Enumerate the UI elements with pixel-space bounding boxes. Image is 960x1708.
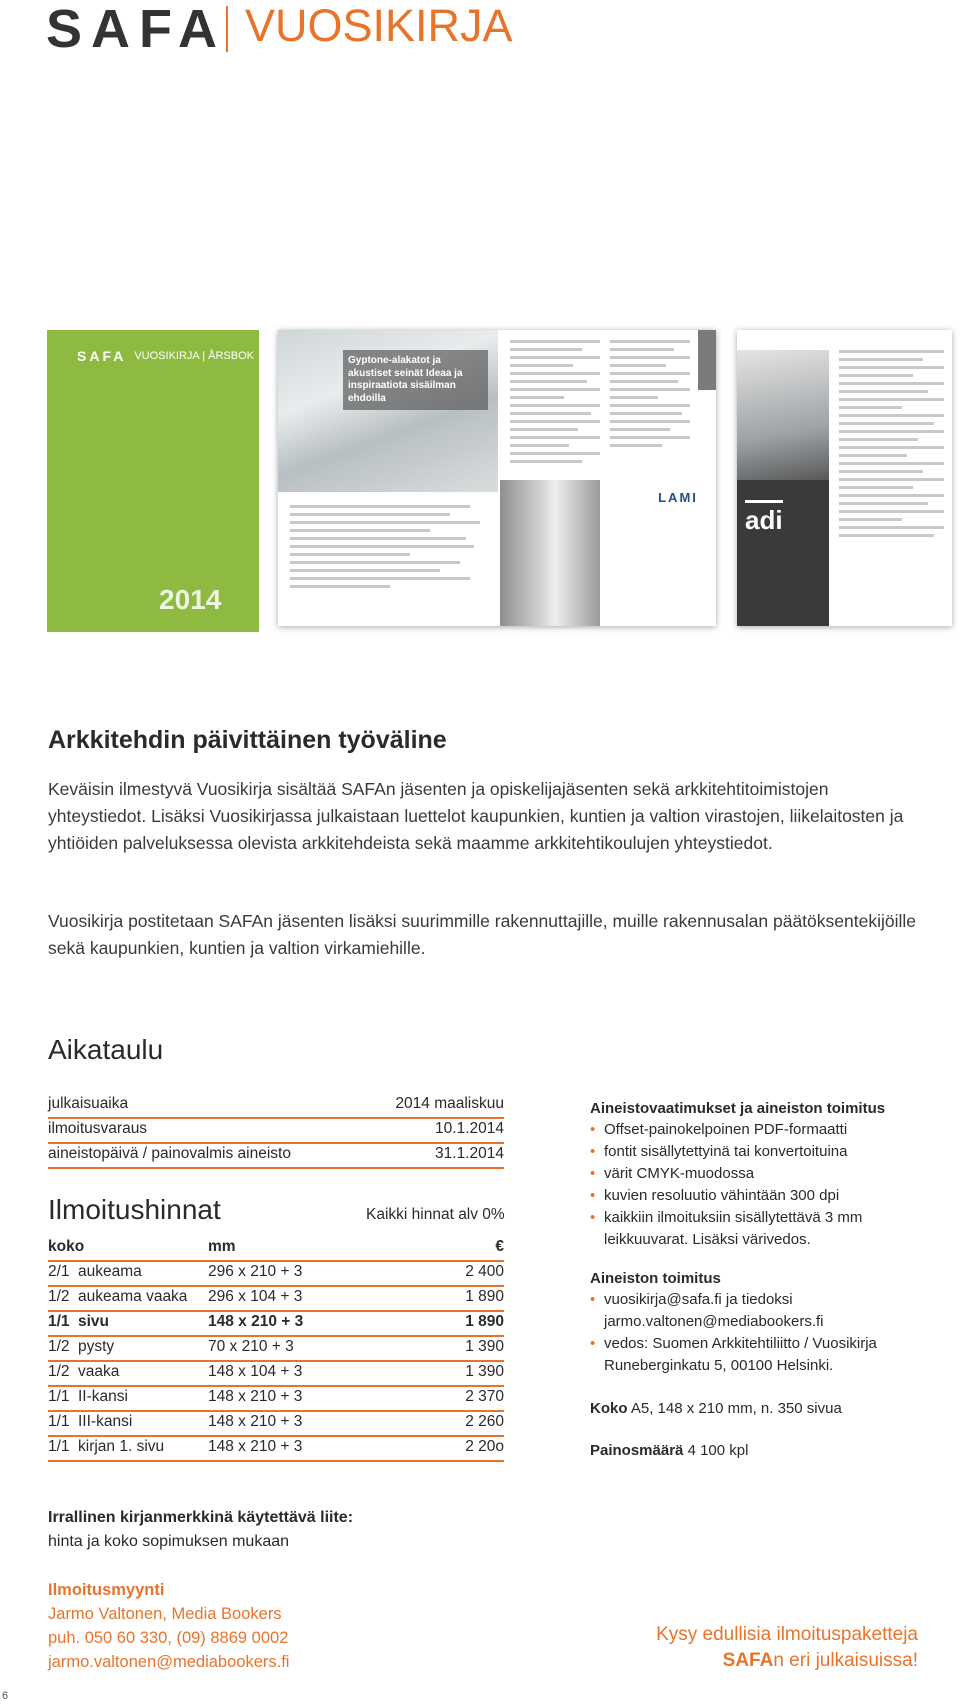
price-row xyxy=(48,1261,504,1287)
atrium-photo xyxy=(278,330,498,492)
requirements-section xyxy=(590,1100,910,1251)
delivery-title: Aineiston toimitus xyxy=(590,1270,721,1287)
price-mm: 148 x 104 + 3 xyxy=(208,1363,303,1380)
price-value: 1 390 xyxy=(465,1363,504,1380)
price-name: kirjan 1. sivu xyxy=(78,1438,165,1455)
price-name: II-kansi xyxy=(78,1388,128,1405)
header-currency: € xyxy=(495,1238,504,1255)
requirement-item: • Offset-painokelpoinen PDF-formaatti xyxy=(590,1119,910,1141)
spread-listing-column-3 xyxy=(839,350,944,542)
price-value: 1 890 xyxy=(465,1313,504,1330)
print-value: 4 100 kpl xyxy=(687,1442,749,1459)
price-name: sivu xyxy=(78,1313,110,1330)
schedule-row xyxy=(48,1118,504,1144)
price-row xyxy=(48,1436,504,1462)
price-name: aukeama vaaka xyxy=(78,1288,188,1305)
size-info xyxy=(590,1400,842,1417)
price-value: 2 20o xyxy=(465,1438,504,1455)
sales-email[interactable]: jarmo.valtonen@mediabookers.fi xyxy=(48,1653,290,1671)
size-value: A5, 148 x 210 mm, n. 350 sivua xyxy=(630,1400,842,1417)
promo-line-2: n eri julkaisuissa! xyxy=(773,1650,918,1671)
cover-subtitle: VUOSIKIRJA | ÅRSBOK xyxy=(134,350,254,362)
sales-title: Ilmoitusmyynti xyxy=(48,1581,165,1599)
delivery-item: • vedos: Suomen Arkkitehtiliitto / Vuosikirja Runeberginkatu 5, 00100 Helsinki. xyxy=(590,1333,910,1377)
schedule-title: Aikataulu xyxy=(48,1034,164,1065)
requirement-item: • kaikkiin ilmoituksiin sisällytettävä 3 mm leikkuuvarat. Lisäksi värivedos. xyxy=(590,1207,910,1251)
cover-logo: SAFA xyxy=(77,348,127,364)
sales-contact xyxy=(48,1578,289,1674)
spread-banner: Gyptone-alakatot ja akustiset seinät Ideaa ja inspiraatiota sisäilman ehdoilla xyxy=(343,350,488,410)
schedule-row xyxy=(48,1143,504,1169)
price-value: 1 390 xyxy=(465,1338,504,1355)
price-fraction: 1/1 xyxy=(48,1313,70,1330)
price-fraction: 1/2 xyxy=(48,1338,70,1355)
adi-logo: adi xyxy=(745,500,783,536)
print-info xyxy=(590,1442,748,1459)
price-mm: 296 x 210 + 3 xyxy=(208,1263,303,1280)
price-row xyxy=(48,1386,504,1412)
prices-title: Ilmoitushinnat xyxy=(48,1194,221,1225)
price-table-header xyxy=(48,1236,504,1262)
price-mm: 296 x 104 + 3 xyxy=(208,1288,303,1305)
delivery-item: • vuosikirja@safa.fi ja tiedoksi jarmo.valtonen@mediabookers.fi xyxy=(590,1289,910,1333)
price-mm: 148 x 210 + 3 xyxy=(208,1313,304,1330)
article-paragraph-1: Keväisin ilmestyvä Vuosikirja sisältää SAFAn jäsenten ja opiskelijajäsenten sekä arkkitehtitoimistojen yhteystiedot. Lisäksi Vuosikirjassa julkaistaan luettelot kaupunkien, kuntien ja valtion virastojen, liikelaitosten ja yhtiöiden palveluksessa olevista arkkitehdeista sekä maamme arkkitehtikoulujen yhteystiedot. xyxy=(48,779,904,853)
lami-logo: LAMI xyxy=(658,490,698,505)
sales-phone: puh. 050 60 330, (09) 8869 0002 xyxy=(48,1629,289,1647)
price-row xyxy=(48,1311,504,1337)
requirement-item: • värit CMYK-muodossa xyxy=(590,1163,910,1185)
spread-edge-tab xyxy=(698,330,716,390)
schedule-value: 10.1.2014 xyxy=(435,1120,504,1137)
schedule-label: aineistopäivä / painovalmis aineisto xyxy=(48,1145,291,1162)
price-name: III-kansi xyxy=(78,1413,133,1430)
price-value: 2 400 xyxy=(465,1263,504,1280)
price-row xyxy=(48,1361,504,1387)
door-photo xyxy=(500,480,600,626)
cover-year: 2014 xyxy=(159,584,222,615)
insert-title: Irrallinen kirjanmerkkinä käytettävä liite: xyxy=(48,1509,354,1526)
schedule-value: 2014 maaliskuu xyxy=(395,1095,504,1112)
price-name: pysty xyxy=(78,1338,115,1355)
spread-text-block xyxy=(290,505,490,593)
price-fraction: 1/1 xyxy=(48,1413,70,1430)
adi-ad-block xyxy=(737,480,829,626)
insert-info xyxy=(48,1506,353,1554)
requirement-item: • kuvien resoluutio vähintään 300 dpi xyxy=(590,1185,910,1207)
requirement-item: • fontit sisällytettyinä tai konvertoituina xyxy=(590,1141,910,1163)
price-mm: 70 x 210 + 3 xyxy=(208,1338,294,1355)
sample-spread-image-2 xyxy=(737,330,952,626)
conference-room-photo xyxy=(737,350,829,500)
price-mm: 148 x 210 + 3 xyxy=(208,1438,303,1455)
price-value: 2 370 xyxy=(465,1388,504,1405)
promo-brand: SAFA xyxy=(722,1650,774,1671)
price-fraction: 2/1 xyxy=(48,1263,70,1280)
print-label: Painosmäärä xyxy=(590,1442,684,1459)
price-fraction: 1/1 xyxy=(48,1438,70,1455)
promo-line-1: Kysy edullisia ilmoituspaketteja xyxy=(656,1624,918,1645)
price-name: aukeama xyxy=(78,1263,142,1280)
sample-spread-image-1 xyxy=(278,330,716,626)
sales-name: Jarmo Valtonen, Media Bookers xyxy=(48,1605,282,1623)
prices-vat-note: Kaikki hinnat alv 0% xyxy=(366,1206,505,1223)
schedule-row xyxy=(48,1093,504,1119)
price-row xyxy=(48,1411,504,1437)
spread-listing-column-2 xyxy=(610,340,690,452)
price-value: 2 260 xyxy=(465,1413,504,1430)
price-fraction: 1/1 xyxy=(48,1388,70,1405)
schedule-label: ilmoitusvaraus xyxy=(48,1120,148,1137)
price-fraction: 1/2 xyxy=(48,1363,70,1380)
price-row xyxy=(48,1286,504,1312)
logo-divider xyxy=(226,6,228,52)
schedule-label: julkaisuaika xyxy=(48,1095,129,1112)
price-value: 1 890 xyxy=(465,1288,504,1305)
promo-text xyxy=(656,1622,918,1674)
article-paragraph-2: Vuosikirja postitetaan SAFAn jäsenten lisäksi suurimmille rakennuttajille, muille rakennusalan päätöksentekijöille sekä kaupunkien, kuntien ja valtion virkamiehille. xyxy=(48,911,916,958)
price-row xyxy=(48,1336,504,1362)
header-mm: mm xyxy=(208,1238,236,1255)
price-mm: 148 x 210 + 3 xyxy=(208,1413,303,1430)
price-mm: 148 x 210 + 3 xyxy=(208,1388,303,1405)
page-number: 6 xyxy=(2,1690,9,1702)
article-title: Arkkitehdin päivittäinen työväline xyxy=(48,726,447,754)
schedule-value: 31.1.2014 xyxy=(435,1145,504,1162)
size-label: Koko xyxy=(590,1400,628,1417)
delivery-section xyxy=(590,1270,910,1377)
spread-listing-column-1 xyxy=(510,340,600,468)
price-fraction: 1/2 xyxy=(48,1288,70,1305)
requirements-title: Aineistovaatimukset ja aineiston toimitus xyxy=(590,1100,886,1117)
insert-text: hinta ja koko sopimuksen mukaan xyxy=(48,1533,290,1550)
price-name: vaaka xyxy=(78,1363,120,1380)
page-title: VUOSIKIRJA xyxy=(245,0,513,51)
safa-logo: SAFA xyxy=(46,0,227,59)
yearbook-cover-image xyxy=(47,330,259,632)
header-size: koko xyxy=(48,1238,85,1255)
